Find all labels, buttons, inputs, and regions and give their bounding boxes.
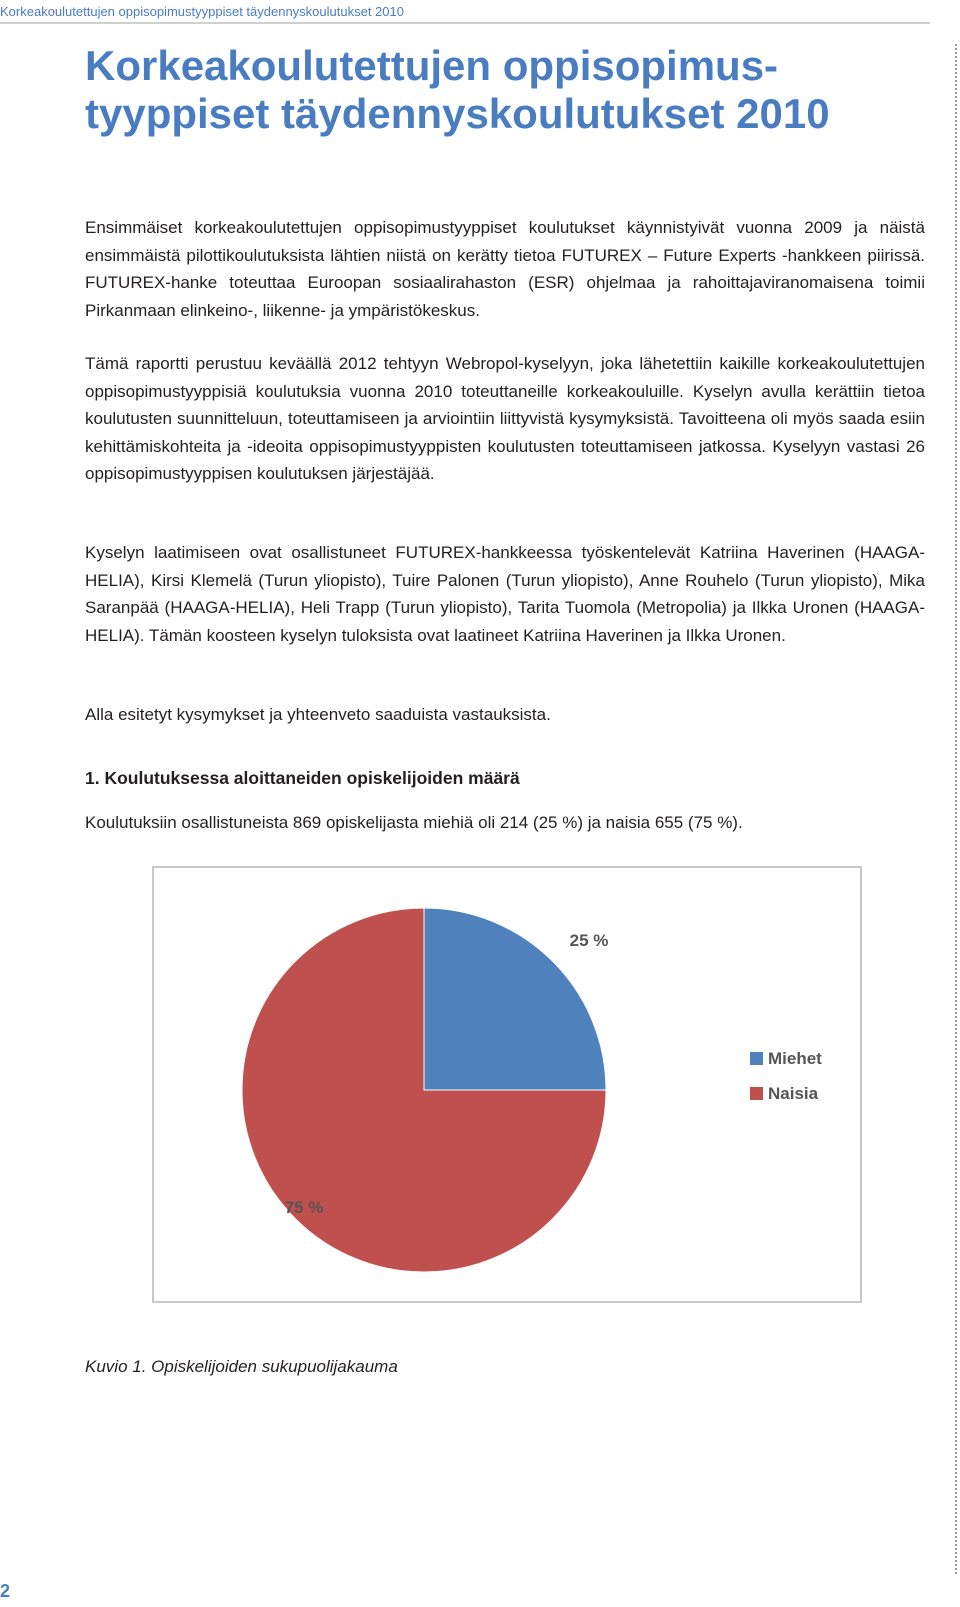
paragraph-questions-intro: Alla esitetyt kysymykset ja yhteenveto saaduista vastauksista.: [85, 705, 551, 724]
section-text: Koulutuksiin osallistuneista 869 opiskelijasta miehiä oli 214 (25 %) ja naisia 655 (75 %).: [85, 813, 743, 832]
pie-chart: [154, 868, 860, 1301]
pie-data-label-naisia: 75 %: [284, 1198, 324, 1217]
legend-label-miehet: Miehet: [768, 1049, 822, 1068]
paragraph-survey: Tämä raportti perustuu keväällä 2012 tehtyyn Webropol-kyselyyn, joka lähetettiin kaikille korkeakoulutettujen oppisopimustyyppisiä koulutuksia vuonna 2010 toteuttaneille korkeakouluille. Kyselyn avulla kerättiin tietoa koulutusten suunnitteluun, toteuttamiseen ja arviointiin liittyvistä kysymyksistä. Tavoitteena oli myös saada esiin kehittämiskohteita ja -ideoita oppisopimustyyppisten koulutusten toteuttamiseen jatkossa. Kyselyyn vastasi 26 oppisopimustyyppisen koulutuksen järjestäjää.: [85, 354, 925, 484]
running-header: Korkeakoulutettujen oppisopimustyyppiset täydennyskoulutukset 2010: [0, 4, 930, 24]
legend-label-naisia: Naisia: [768, 1084, 819, 1103]
page-title-line-2: tyyppiset täydennyskoulutukset 2010: [85, 90, 830, 137]
pie-chart-frame: [152, 866, 862, 1303]
right-margin-rule: [955, 44, 957, 1574]
paragraph-authors: Kyselyn laatimiseen ovat osallistuneet FUTUREX-hankkeessa työskentelevät Katriina Haverinen (HAAGA-HELIA), Kirsi Klemelä (Turun yliopisto), Tuire Palonen (Turun yliopisto), Anne Rouhelo (Turun yliopisto), Mika Saranpää (HAAGA-HELIA), Heli Trapp (Turun yliopisto), Tarita Tuomola (Metropolia) ja Ilkka Uronen (HAAGA-HELIA). Tämän koosteen kyselyn tuloksista ovat laatineet Katriina Haverinen ja Ilkka Uronen.: [85, 543, 925, 645]
paragraph-intro: Ensimmäiset korkeakoulutettujen oppisopimustyyppiset koulutukset käynnistyivät vuonna 2009 ja näistä ensimmäistä pilottikoulutuksista lähtien niistä on kerätty tietoa FUTUREX – Future Experts -hankkeen piirissä. FUTUREX-hanke toteuttaa Euroopan sosiaalirahaston (ESR) ohjelmaa ja rahoittajaviranomaisena toimii Pirkanmaan elinkeino-, liikenne- ja ympäristökeskus.: [85, 218, 925, 320]
pie-data-label-miehet: 25 %: [569, 931, 609, 950]
page-title-line-1: Korkeakoulutettujen oppisopimus-: [85, 42, 779, 89]
figure-caption: Kuvio 1. Opiskelijoiden sukupuolijakauma: [85, 1357, 398, 1376]
legend-swatch-miehet: [750, 1052, 763, 1065]
section-heading: 1. Koulutuksessa aloittaneiden opiskelijoiden määrä: [85, 768, 520, 788]
page-number: 2: [0, 1581, 11, 1601]
page-title: [85, 42, 925, 138]
legend-swatch-naisia: [750, 1087, 763, 1100]
